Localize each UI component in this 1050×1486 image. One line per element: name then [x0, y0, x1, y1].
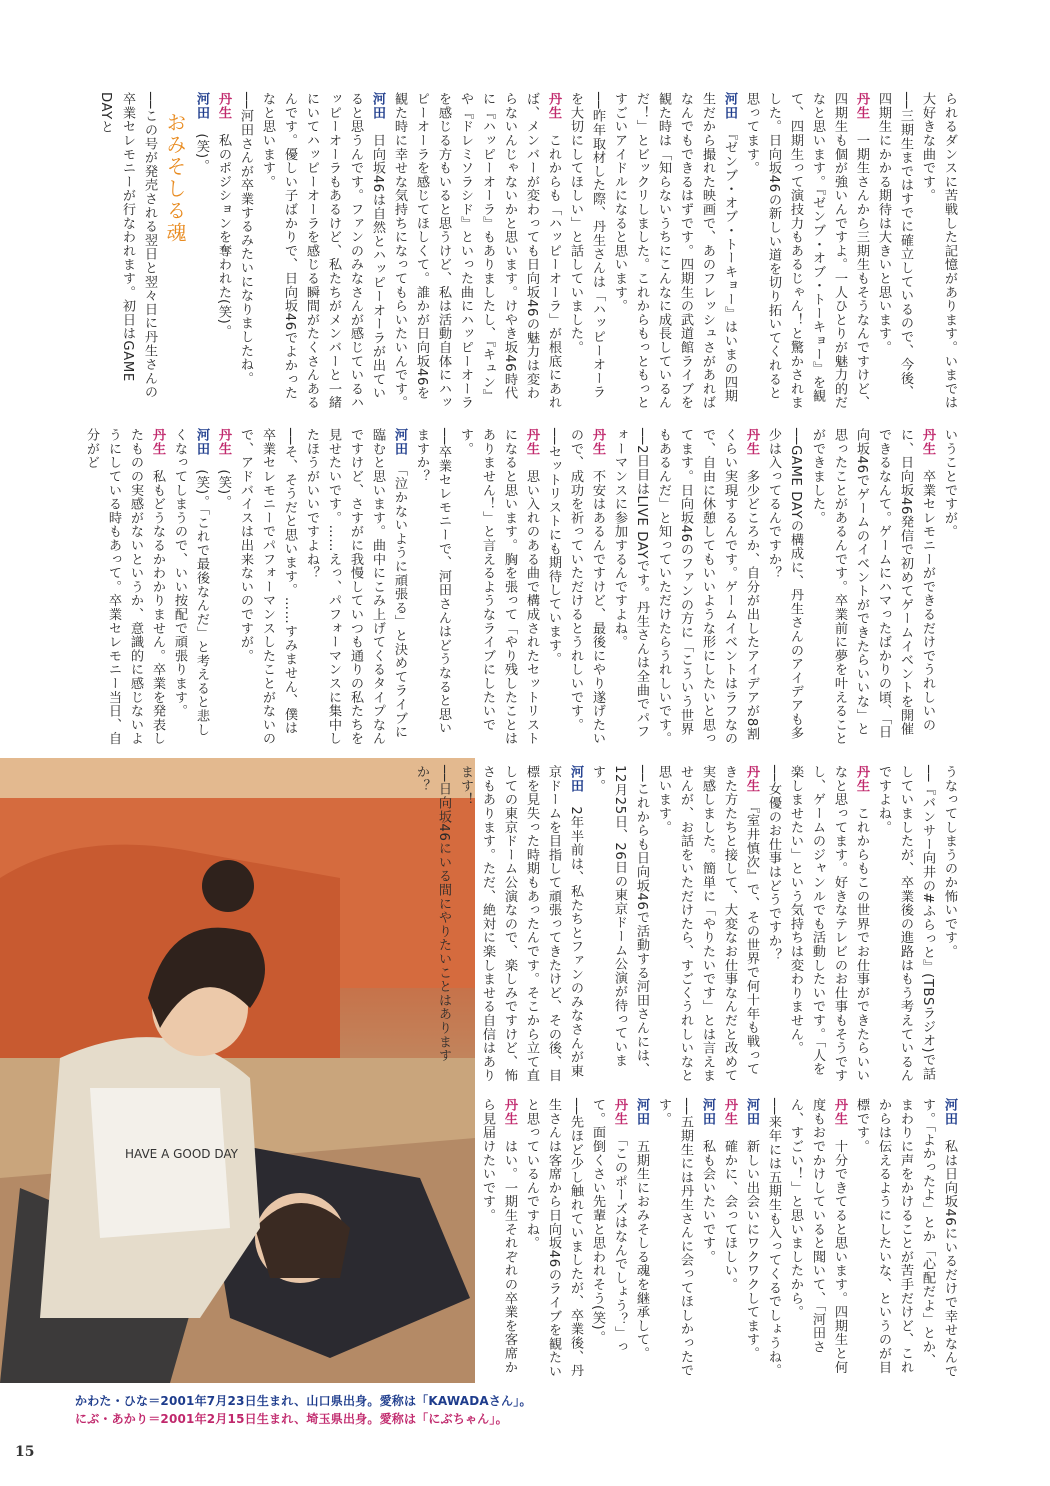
interview-paragraph [234, 92, 256, 410]
paragraph-text: 卒業セレモニーができるだけでうれしいのに、日向坂46発信で初めてゲームイベントを開催できるなんて。ゲームにハマったばかりの頃、「日向坂46でゲームのイベントができたらいいな」と思ったことがあるんです。卒業前に夢を叶えることができました。 [810, 428, 935, 746]
interview-paragraph [630, 1098, 652, 1380]
paragraph-text: 『室井慎次』で、その世界で何十年も戦ってきた方たちと接して、大変なお仕事なんだと改めて実感しました。簡単に「やりたいです」とは言えませんが、お話をいただけたら、すごくうれしいなと思います。 [656, 765, 759, 1083]
interview-paragraph [806, 428, 938, 746]
paragraph-text: はい。一期生それぞれの卒業を客席から見届けたいです。 [480, 1098, 517, 1375]
speaker-label-nibu: 丹生 [722, 1098, 737, 1126]
paragraph-text: ──『バンサー向井の#ふらっと』(TBSラジオ)で話していましたが、卒業後の進路はもう考えているんですよね。 [876, 765, 935, 1083]
paragraph-text: られるダンスに苦戦した記憶があります。いまでは大好きな曲です。 [920, 92, 957, 410]
paragraph-text: ──女優のお仕事はどうですか？ [766, 765, 781, 962]
interview-paragraph [740, 92, 872, 410]
paragraph-text: ──そ、そうだと思います。……すみません、僕は卒業セレモニーでパフォーマンスしたことがないので、アドバイスは出来ないのですが。 [238, 428, 297, 746]
interview-paragraph [872, 765, 938, 1083]
paragraph-text: (笑)。「これで最後なんだ」と考えると悲しくなってしまうので、いい按配で頑張ります。 [172, 428, 209, 737]
speaker-label-nibu: 丹生 [744, 765, 759, 793]
speaker-label-kawada: 河田 [634, 1098, 649, 1126]
interview-paragraph [586, 1098, 630, 1380]
speaker-label-kawada: 河田 [942, 1098, 957, 1126]
speaker-label-kawada: 河田 [722, 92, 737, 120]
paragraph-text: 五期生におみそしる魂を継承して。 [634, 1139, 649, 1361]
speaker-label-nibu: 丹生 [216, 92, 231, 120]
interview-paragraph [652, 765, 762, 1083]
paragraph-text: ──河田さんが卒業するみたいになりましたね。 [238, 92, 253, 386]
interview-text-upper-left [72, 428, 960, 746]
interview-paragraph [586, 765, 652, 1083]
section-heading: おみそしる魂 [163, 112, 187, 244]
speaker-label-kawada: 河田 [700, 1098, 715, 1126]
paragraph-text: 十分できてると思います。四期生と何度もおでかけしていると聞いて、「河田さん、すごい！」と思いましたから。 [788, 1098, 847, 1375]
speaker-label-kawada: 河田 [370, 92, 385, 120]
speaker-label-kawada: 河田 [568, 765, 583, 793]
interview-paragraph [542, 428, 564, 746]
interview-paragraph [80, 428, 168, 746]
paragraph-text: 日向坂46は自然とハッピーオーラが出ていると思うんです。ファンのみなさんが感じているハッピーオーラもあるけど、私たちがメンバーと一緒にいてハッピーオーラを感じる瞬間がたくさんあるんです。優しい子ばかりで、日向坂46でよかったなと思います。 [260, 92, 385, 410]
interview-paragraph [454, 428, 542, 746]
interview-paragraph [300, 428, 410, 746]
speaker-label-nibu: 丹生 [854, 765, 869, 793]
paragraph-text: ──卒業セレモニーで、河田さんはどうなると思いますか？ [414, 428, 451, 735]
paragraph-text: ──セットリストにも期待しています。 [546, 428, 561, 666]
shirt-text: HAVE A GOOD DAY [125, 1147, 238, 1161]
paragraph-text: ──この号が発売される翌日と翌々日に丹生さんの卒業セレモニーが行なわれます。初日はGAME DAYと [98, 92, 157, 399]
paragraph-text: 私も会いたいです。 [700, 1139, 715, 1264]
speaker-label-nibu: 丹生 [524, 428, 539, 456]
speaker-label-kawada: 河田 [744, 1098, 759, 1126]
interview-paragraph [476, 1098, 520, 1380]
interview-paragraph [608, 428, 652, 746]
paragraph-text: 2年半前は、私たちとファンのみなさんが東京ドームを目指して頑張ってきたけど、その後、目標を見失った時期もあったんです。そこから立て直しての東京ドーム公演なので、楽しみですけど、怖さもあります。ただ、絶対に楽しませる自信はあります！ [458, 765, 583, 1083]
interview-paragraph [916, 92, 960, 410]
speaker-label-nibu: 丹生 [854, 92, 869, 120]
paragraph-text: 思い入れのある曲で構成されたセットリストになると思います。胸を張って「やり残したことはありません！」と言えるようなライブにしたいです。 [458, 428, 539, 746]
interview-paragraph [762, 765, 784, 1083]
interview-paragraph [608, 92, 740, 410]
paragraph-text: ──昨年取材した際、丹生さんは「ハッピーオーラを大切にしてほしい」と話していました。 [568, 92, 605, 399]
interview-paragraph [784, 1098, 850, 1380]
interview-paragraph [256, 92, 388, 410]
paragraph-text: いうことですが。 [942, 428, 957, 539]
interview-paragraph [520, 1098, 586, 1380]
interview-text-lower-right [414, 765, 960, 1083]
speaker-label-nibu: 丹生 [502, 1098, 517, 1126]
speaker-label-nibu: 丹生 [920, 428, 935, 456]
interview-paragraph [190, 92, 212, 410]
paragraph-text: ──五期生には丹生さんに会ってほしかったです。 [656, 1098, 693, 1378]
paragraph-text: 『ゼンブ・オブ・トーキョー』はいまの四期生だから撮れた映画で、あのフレッシュさがあればなんでもできるはずです。四期生の武道館ライブを観た時は「知らないうちにこんなに成長しているんだ！」とビックリしました。これからもっともっとすごいアイドルになると思います。 [612, 92, 737, 410]
interview-paragraph [212, 428, 234, 746]
paragraph-text: 確かに、会ってほしい。 [722, 1139, 737, 1292]
interview-paragraph [850, 1098, 960, 1380]
speaker-label-nibu: 丹生 [612, 1098, 627, 1126]
interview-paragraph [718, 1098, 740, 1380]
interview-paragraph [696, 1098, 718, 1380]
paragraph-text: うなってしまうのか怖いです。 [942, 765, 957, 959]
paragraph-text: 一期生さんから三期生もそうなんですけど、四期生も個が強いんですよ。一人ひとりが魅力的だなと思います。『ゼンブ・オブ・トーキョー』を観て、四期生って演技力もあるじゃん！と驚かされました。日向坂46の新しい道を切り拓いてくれると思ってます。 [744, 92, 869, 410]
speaker-label-nibu: 丹生 [590, 428, 605, 456]
interview-paragraph [564, 428, 608, 746]
speaker-label-kawada: 河田 [392, 428, 407, 456]
paragraph-text: これからもこの世界でお仕事ができたらいいなと思ってます。好きなテレビのお仕事もそうですし、ゲームのジャンルでも活動したいです。「人を楽しませたい」という気持ちは変わりません。 [788, 765, 869, 1083]
paragraph-text: 「泣かないように頑張る」と決めてライブに臨むと思います。曲中にこみ上げてくるタイプなんですけど、さすがに我慢していつも通りの私たちを見せたいです。……えっ、パフォーマンスに集中したほうがいいですよね？ [304, 428, 407, 746]
interview-paragraph [168, 428, 212, 746]
paragraph-text: ──2日目はLIVE DAYです。丹生さんは全曲でパフォーマンスに参加するんですよね。 [612, 428, 649, 739]
interview-paragraph [388, 92, 564, 410]
speaker-label-nibu: 丹生 [832, 1098, 847, 1126]
photo-illustration [0, 758, 475, 1383]
page-number: 15 [15, 1444, 35, 1460]
speaker-label-nibu: 丹生 [744, 428, 759, 456]
interview-photo [0, 758, 475, 1383]
paragraph-text: 「このポーズはなんでしょう？」って。面倒くさい先輩と思われそう(笑)。 [590, 1098, 627, 1354]
speaker-label-nibu: 丹生 [546, 92, 561, 120]
paragraph-text: ──GAME DAYの構成に、丹生さんのアイデアも多少は入ってるんですか？ [766, 428, 803, 740]
interview-paragraph [454, 765, 586, 1083]
interview-paragraph [94, 92, 160, 410]
speaker-label-nibu: 丹生 [216, 428, 231, 456]
caption-nibu: にぶ・あかり＝2001年2月15日生まれ、埼玉県出身。愛称は「にぶちゃん」。 [75, 1412, 508, 1426]
paragraph-text: 私のポジションを奪われた(笑)。 [216, 133, 231, 339]
interview-paragraph [410, 765, 454, 1083]
interview-paragraph [784, 765, 872, 1083]
paragraph-text: (笑)。 [194, 133, 209, 173]
paragraph-text: 私もどうなるかわかりません。卒業を発表したものの実感がないというか、意識的に感じないようにしている時もあって。卒業セレモニー当日、自分がど [84, 428, 165, 746]
interview-paragraph [938, 765, 960, 1083]
paragraph-text: 多少どころか、自分が出したアイデアが8割くらい実現するんです。ゲームイベントはラフなので、自由に休憩してもいいような形にしたいと思ってます。日向坂46のファンの方に「こういう世界もあるんだ」と知っていただけたらうれしいです。 [656, 428, 759, 746]
paragraph-text: 新しい出会いにワクワクしてます。 [744, 1139, 759, 1361]
interview-paragraph [564, 92, 608, 410]
interview-paragraph [410, 428, 454, 746]
caption-kawada: かわた・ひな＝2001年7月23日生まれ、山口県出身。愛称は「KAWADAさん」。 [75, 1394, 532, 1408]
interview-paragraph [212, 92, 234, 410]
speaker-label-kawada: 河田 [194, 92, 209, 120]
interview-text-lower-left [480, 1098, 960, 1380]
paragraph-text: ──これからも日向坂46で活動する河田さんには、12月25日、26日の東京ドーム公演が待っています。 [590, 765, 649, 1077]
interview-paragraph [762, 1098, 784, 1380]
paragraph-text: ──日向坂46にいる間にやりたいことはありますか？ [414, 765, 451, 1063]
interview-paragraph [938, 428, 960, 746]
speaker-label-kawada: 河田 [194, 428, 209, 456]
paragraph-text: ──先ほど少し触れていましたが、卒業後、丹生さんは客席から日向坂46のライブを観たいと思っているんですね。 [524, 1098, 583, 1379]
interview-paragraph [740, 1098, 762, 1380]
paragraph-text: 不安はあるんですけど、最後にやり遂げたいので、成功を祈っていただけるとうれしいです。 [568, 428, 605, 746]
interview-paragraph [652, 428, 762, 746]
speaker-label-nibu: 丹生 [150, 428, 165, 456]
interview-paragraph [652, 1098, 696, 1380]
interview-paragraph [234, 428, 300, 746]
paragraph-text: ──三期生まではすでに確立しているので、今後、四期生にかかる期待は大きいと思います。 [876, 92, 913, 399]
paragraph-text: (笑)。 [216, 469, 231, 509]
paragraph-text: 私は日向坂46にいるだけで幸せなんです。「よかったよ」とか「心配だよ」とか、まわりに声をかけることが苦手だけど、これからは伝えるようにしたいな、というのが目標です。 [854, 1098, 957, 1379]
interview-paragraph [872, 92, 916, 410]
paragraph-text: これからも「ハッピーオーラ」が根底にあれば、メンバーが変わっても日向坂46の魅力は変わらないんじゃないかと思います。けやき坂46時代に『ハッピーオーラ』もありましたし、『キュン』や『ドレミソラシド』といった曲にハッピーオーラを感じる方もいると思うけど、私は活動自体にハッピーオーラを感じてほしくて。誰かが日向坂46を観た時に幸せな気持ちになってもらいたいんです。 [392, 92, 561, 410]
paragraph-text: ──来年には五期生も入ってくるでしょうね。 [766, 1098, 781, 1378]
interview-paragraph [762, 428, 806, 746]
interview-text-upper-right [72, 92, 960, 410]
